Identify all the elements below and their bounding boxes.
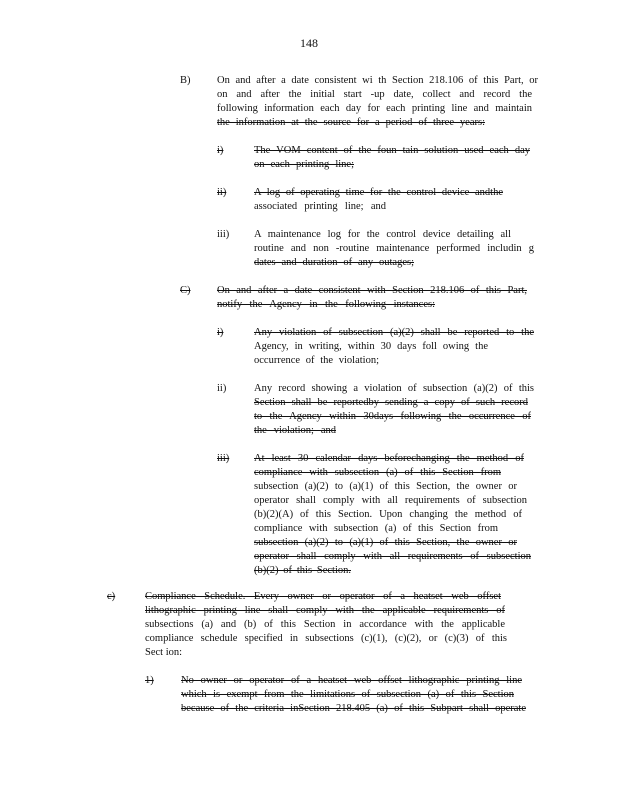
section-b-item-label: i) bbox=[217, 145, 224, 156]
section-c-line: notify the Agency in the following instances: bbox=[217, 299, 435, 310]
section-c-item-line: Section shall be reportedby sending a copy of such record bbox=[254, 397, 528, 408]
section-c-item-label: i) bbox=[217, 327, 224, 338]
section-b-item-line: dates and duration of any outages; bbox=[254, 257, 414, 268]
section-c-item-label: ii) bbox=[217, 383, 227, 394]
section-c-item-line: At least 30 calendar days beforechanging the method of bbox=[254, 453, 524, 464]
section-c-item-line: subsection (a)(2) to (a)(1) of this Section, the owner or bbox=[254, 481, 517, 492]
subsection-c-label: c) bbox=[107, 591, 116, 602]
section-c-line: On and after a date consistent with Section 218.106 of this Part, bbox=[217, 285, 527, 296]
section-c-item-line: (b)(2)(A) of this Section. Upon changing the method of bbox=[254, 509, 522, 520]
section-c-item-line: to the Agency within 30days following the occurrence of bbox=[254, 411, 531, 422]
section-c-item-line: Agency, in writing, within 30 days foll owing the bbox=[254, 341, 488, 352]
section-c-item-line: the violation; and bbox=[254, 425, 336, 436]
subsection-c-line: Sect ion: bbox=[145, 647, 183, 658]
section-b-item-line: The VOM content of the foun tain solution used each day bbox=[254, 145, 530, 156]
subsection-c-line: Compliance Schedule. Every owner or operator of a heatset web offset bbox=[145, 591, 501, 602]
section-b-item-line: associated printing line; and bbox=[254, 201, 386, 212]
section-c-item-line: subsection (a)(2) to (a)(1) of this Section, the owner or bbox=[254, 537, 517, 548]
section-b-item-line: on each printing line; bbox=[254, 159, 354, 170]
subsection-c-item-line: No owner or operator of a heatset web offset lithographic printing line bbox=[181, 675, 522, 686]
section-c-item-label: iii) bbox=[217, 453, 230, 464]
section-b-item-line: routine and non -routine maintenance performed includin g bbox=[254, 243, 534, 254]
section-c-item-line: occurrence of the violation; bbox=[254, 355, 379, 366]
subsection-c-item-line: because of the criteria inSection 218.405 (a) of this Subpart shall operate bbox=[181, 703, 526, 714]
section-b-line: On and after a date consistent wi th Section 218.106 of this Part, or bbox=[217, 75, 538, 86]
section-c-item-line: Any violation of subsection (a)(2) shall be reported to the bbox=[254, 327, 534, 338]
section-c-item-line: operator shall comply with all requirements of subsection bbox=[254, 495, 527, 506]
subsection-c-line: subsections (a) and (b) of this Section in accordance with the applicable bbox=[145, 619, 505, 630]
section-b-item-label: iii) bbox=[217, 229, 230, 240]
section-c-item-line: operator shall comply with all requirements of subsection bbox=[254, 551, 531, 562]
section-b-line: on and after the initial start -up date, collect and record the bbox=[217, 89, 532, 100]
subsection-c-line: compliance schedule specified in subsections (c)(1), (c)(2), or (c)(3) of this bbox=[145, 633, 507, 644]
section-c-label: C) bbox=[180, 285, 191, 296]
section-c-item-line: compliance with subsection (a) of this Section from bbox=[254, 523, 498, 534]
section-b-item-label: ii) bbox=[217, 187, 227, 198]
section-b-item-line: A maintenance log for the control device detailing all bbox=[254, 229, 511, 240]
subsection-c-item-label: 1) bbox=[145, 675, 154, 686]
section-c-item-line: compliance with subsection (a) of this Section from bbox=[254, 467, 501, 478]
page-number: 148 bbox=[300, 36, 318, 50]
subsection-c-item-line: which is exempt from the limitations of subsection (a) of this Section bbox=[181, 689, 514, 700]
section-b-line: the information at the source for a period of three years: bbox=[217, 117, 485, 128]
section-c-item-line: Any record showing a violation of subsection (a)(2) of this bbox=[254, 383, 534, 394]
section-c-item-line: (b)(2) of this Section. bbox=[254, 565, 351, 576]
section-b-label: B) bbox=[180, 75, 191, 86]
subsection-c-line: lithographic printing line shall comply with the applicable requirements of bbox=[145, 605, 505, 616]
section-b-item-line: A log of operating time for the control device andthe bbox=[254, 187, 503, 198]
section-b-line: following information each day for each printing line and maintain bbox=[217, 103, 532, 114]
